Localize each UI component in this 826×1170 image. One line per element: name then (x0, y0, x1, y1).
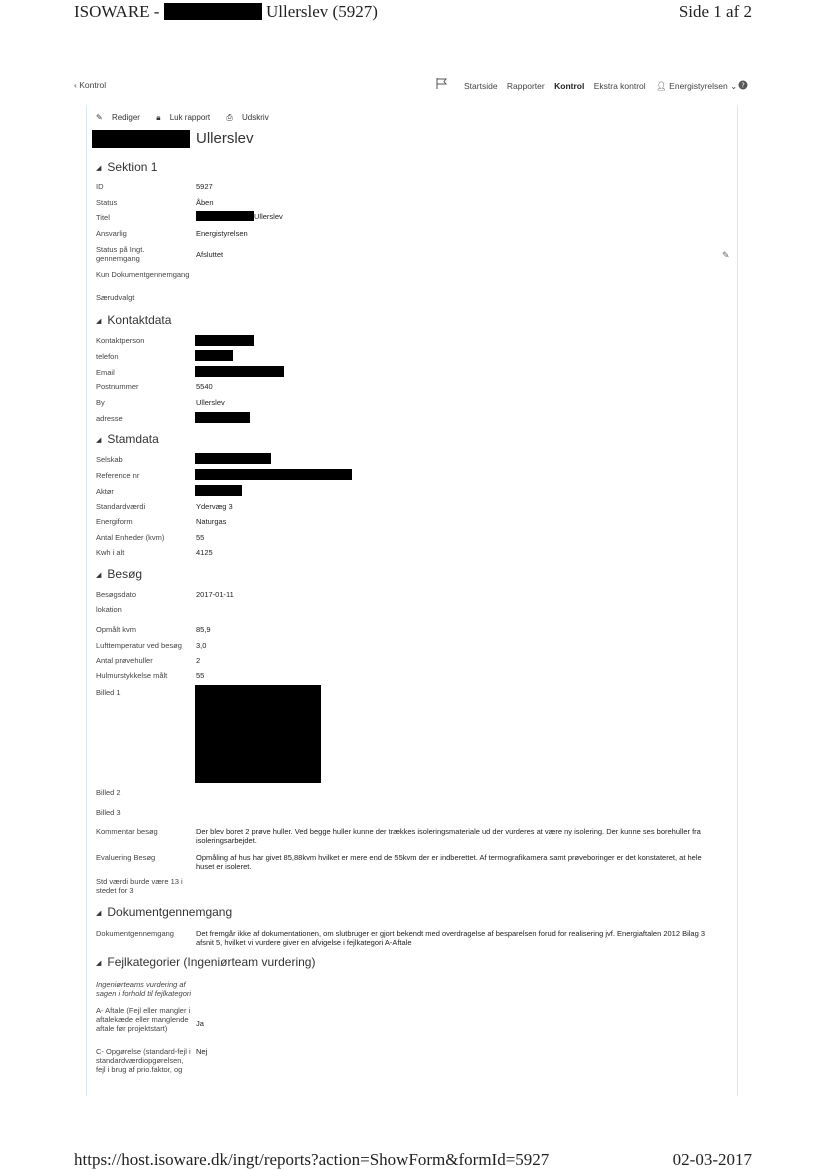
section-stamdata[interactable]: ◢ Stamdata (96, 432, 159, 446)
field-label: Kontaktperson (96, 336, 145, 345)
redacted-block (164, 3, 262, 20)
field-label: Billed 2 (96, 788, 121, 797)
field-value-by: Ullerslev (196, 398, 225, 407)
redacted-block (195, 350, 233, 361)
field-label: Billed 1 (96, 688, 121, 697)
field-label: Reference nr (96, 471, 140, 480)
field-value-standardvaerdi: Ydervæg 3 (196, 502, 233, 511)
field-label: Særudvalgt (96, 293, 135, 302)
field-label: Lufttemperatur ved besøg (96, 641, 182, 650)
top-navbar (74, 78, 754, 96)
field-label: Evaluering Besøg (96, 853, 156, 862)
redacted-block (195, 485, 242, 496)
field-value-a-aftale: Ja (196, 1019, 204, 1028)
print-icon: ⎙ (226, 113, 233, 122)
field-label: Std værdi burde være 13 i stedet for 3 (96, 877, 183, 895)
collapse-triangle-icon: ◢ (96, 960, 102, 967)
collapse-triangle-icon: ◢ (96, 437, 102, 444)
field-value-enheder: 55 (196, 533, 205, 542)
field-value-lufttemperatur: 3,0 (196, 641, 207, 650)
field-label: adresse (96, 414, 123, 423)
collapse-triangle-icon: ◢ (96, 572, 102, 579)
lock-icon: 🔒︎ (156, 113, 161, 122)
field-label: By (96, 398, 105, 407)
user-menu[interactable]: 👤︎ Energistyrelsen ⌄ (656, 81, 738, 91)
field-label: Besøgsdato (96, 590, 137, 599)
edit-icon: ✎ (96, 113, 103, 122)
chevron-down-icon: ⌄ (730, 81, 738, 91)
print-date: 02-03-2017 (672, 1150, 752, 1169)
field-label: Email (96, 368, 115, 377)
field-label: Status på Ingt. gennemgang (96, 245, 145, 263)
field-value-ansvarlig: Energistyrelsen (196, 229, 248, 238)
print-url: https://host.isoware.dk/ingt/reports?action=ShowForm&formId=5927 (74, 1150, 550, 1169)
print-page-number: Side 1 af 2 (678, 2, 752, 21)
field-label: Kwh i alt (96, 548, 125, 557)
field-value-status: Åben (196, 198, 214, 207)
redacted-block (196, 211, 254, 221)
field-label: telefon (96, 352, 119, 361)
field-value-dokumentgennemgang: Det fremgår ikke af dokumentationen, om slutbruger er gjort bekendt med overdragelse af besparelsen forud for realisering jvf. Energiaftalen 2012 Bilag 3 afsnit 5, hvilket vi vurdere giver en afvigelse i fejlkategori A-Aftale (196, 929, 706, 947)
help-icon[interactable] (738, 80, 748, 92)
redacted-block (195, 335, 254, 346)
field-value-energiform: Naturgas (196, 517, 227, 526)
field-value-kwh: 4125 (196, 548, 213, 557)
section-fejlkategorier[interactable]: ◢ Fejlkategorier (Ingeniørteam vurdering) (96, 955, 316, 969)
redacted-block (195, 366, 284, 377)
field-label: Status (96, 198, 118, 207)
field-label: Ansvarlig (96, 229, 127, 238)
field-value-opmaalt-kvm: 85,9 (196, 625, 211, 634)
field-label: Hulmurstykkelse målt (96, 671, 168, 680)
redacted-block (195, 412, 250, 423)
user-icon: 👤︎ (656, 81, 667, 91)
redacted-block (92, 130, 190, 148)
field-label: lokation (96, 605, 122, 614)
section-sektion-1[interactable]: ◢ Sektion 1 (96, 160, 158, 174)
edit-button[interactable]: ✎ Rediger (96, 113, 140, 122)
field-value-postnummer: 5540 (196, 382, 213, 391)
fejl-intro: Ingeniørteams vurdering af sagen i forhold til fejlkategori (96, 980, 192, 998)
section-kontaktdata[interactable]: ◢ Kontaktdata (96, 313, 172, 327)
print-header (74, 0, 752, 26)
field-label: Aktør (96, 487, 114, 496)
redacted-block (195, 469, 352, 480)
field-label: Energiform (96, 517, 133, 526)
section-dokumentgennemgang[interactable]: ◢ Dokumentgennemgang (96, 905, 233, 919)
print-title: ISOWARE - Ullerslev (5927) (74, 2, 378, 21)
field-value-status-ingt: Afsluttet (196, 250, 224, 259)
field-value-proevehuller: 2 (196, 656, 201, 665)
field-label: A- Aftale (Fejl eller mangler i aftalekæde eller manglende aftale før projektstart) (96, 1006, 191, 1033)
nav-link-rapporter[interactable]: Rapporter (506, 81, 545, 91)
toolbar (96, 113, 283, 123)
field-label: Kommentar besøg (96, 827, 158, 836)
nav-link-kontrol[interactable]: Kontrol (554, 81, 585, 91)
field-value-kommentar: Der blev boret 2 prøve huller. Ved begge huller kunne der trækkes isoleringsmateriale ud der vurderes at være ny isolering. Der kunne ses borehuller fra isoleringsarbejdet. (196, 827, 701, 845)
field-value-id: 5927 (196, 182, 213, 191)
field-label: Dokumentgennemgang (96, 929, 174, 938)
pencil-icon[interactable]: ✎ (722, 250, 730, 260)
section-besoeg[interactable]: ◢ Besøg (96, 567, 143, 581)
field-label: Standardværdi (96, 502, 146, 511)
field-label: Selskab (96, 455, 123, 464)
collapse-triangle-icon: ◢ (96, 910, 102, 917)
field-label: Billed 3 (96, 808, 121, 817)
field-label: Antal Enheder (kvm) (96, 533, 165, 542)
print-button[interactable]: ⎙ Udskriv (226, 113, 269, 122)
field-label: Titel (96, 213, 110, 222)
field-value-c-opgoerelse: Nej (196, 1047, 208, 1056)
field-label: C- Opgørelse (standard-fejl i standardværdiopgørelsen, fejl i brug af prio.faktor, og (96, 1047, 191, 1074)
field-label: Antal prøvehuller (96, 656, 153, 665)
field-value-titel: Ullerslev (196, 211, 283, 221)
svg-text:?: ? (741, 81, 745, 90)
nav-link-startside[interactable]: Startside (464, 81, 498, 91)
close-report-button[interactable]: 🔒︎ Luk rapport (156, 113, 211, 122)
field-label: ID (96, 182, 104, 191)
field-value-besoegsdato: 2017-01-11 (196, 590, 234, 599)
field-label: Kun Dokumentgennemgang (96, 270, 190, 279)
field-value-evaluering: Opmåling af hus har givet 85,88kvm hvilket er mere end de 55kvm der er indberettet. Af termografikamera samt prøveboringer er det konstateret, at hele huset er isoleret. (196, 853, 702, 871)
redacted-block (195, 453, 271, 464)
back-link[interactable]: ‹ Kontrol (74, 80, 107, 90)
collapse-triangle-icon: ◢ (96, 165, 102, 172)
collapse-triangle-icon: ◢ (96, 318, 102, 325)
nav-link-ekstra-kontrol[interactable]: Ekstra kontrol (593, 81, 646, 91)
field-value-hulmur: 55 (196, 671, 205, 680)
image-billed-1-redacted[interactable] (195, 685, 321, 783)
chevron-left-icon: ‹ (74, 80, 77, 90)
flag-icon[interactable] (436, 78, 448, 91)
field-label: Postnummer (96, 382, 139, 391)
nav-links (464, 81, 653, 91)
field-label: Opmålt kvm (96, 625, 137, 634)
